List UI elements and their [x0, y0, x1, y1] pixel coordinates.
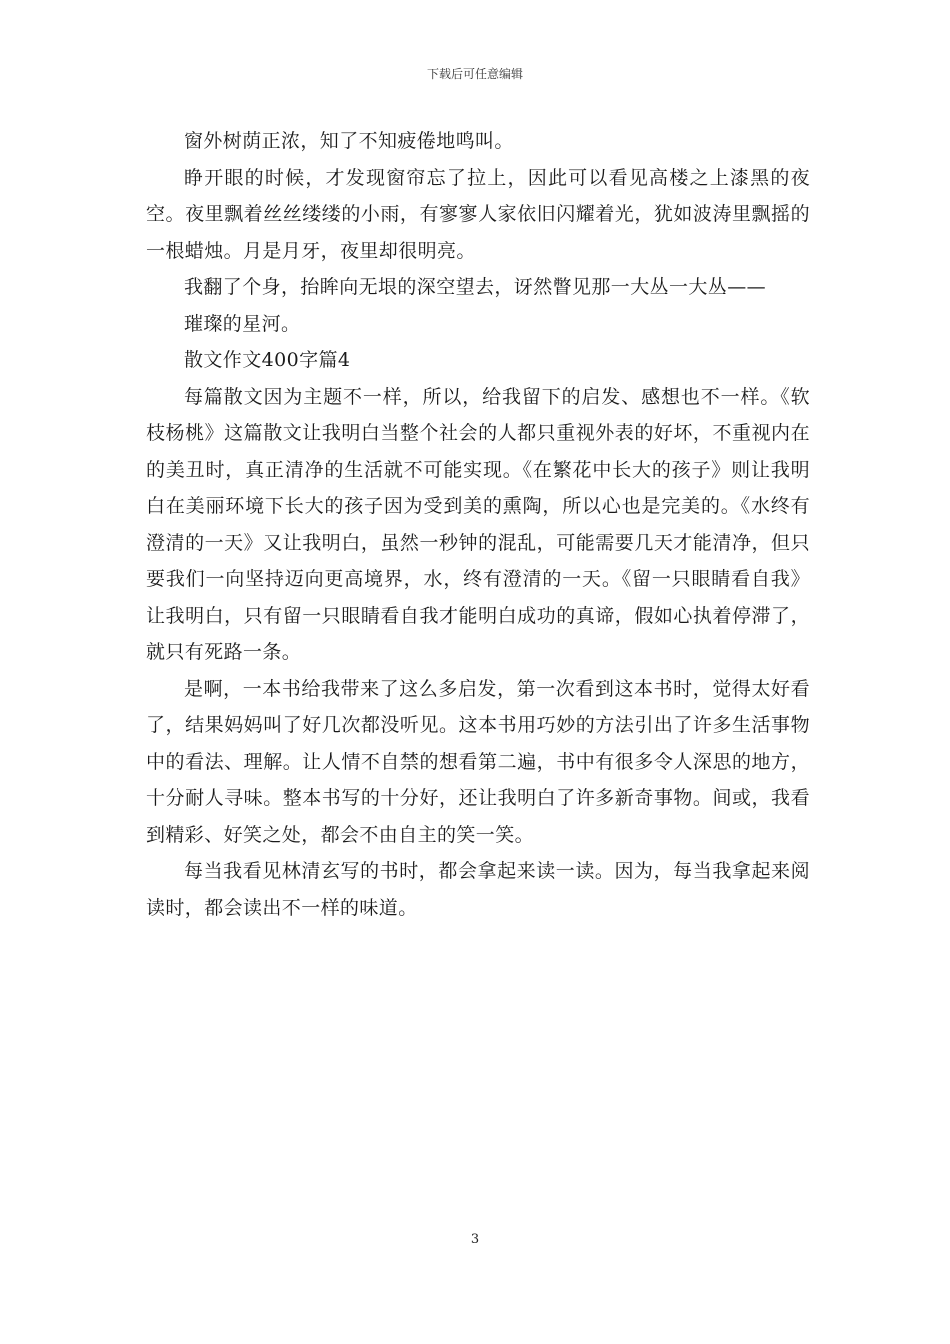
page-header: 下载后可任意编辑: [426, 67, 523, 81]
paragraph-night-sky: 睁开眼的时候，才发现窗帘忘了拉上，因此可以看见高楼之上漆黑的夜空。夜里飘着丝丝缕缕的小雨，有寥寥人家依旧闪耀着光，犹如波涛里飘摇的一根蜡烛。月是月牙，夜里却很明亮。: [146, 166, 810, 262]
document-body: [146, 123, 810, 926]
section-heading: 散文作文400字篇4: [184, 349, 351, 371]
paragraph-cicadas: 窗外树荫正浓，知了不知疲倦地鸣叫。: [184, 130, 514, 152]
paragraph-book-inspiration: 是啊，一本书给我带来了这么多启发，第一次看到这本书时，觉得太好看了，结果妈妈叫了好几次都没听见。这本书用巧妙的方法引出了许多生活事物中的看法、理解。让人情不自禁的想看第二遍，书中有很多令人深思的地方，十分耐人寻味。整本书写的十分好，还让我明白了许多新奇事物。间或，我看到精彩、好笑之处，都会不由自主的笑一笑。: [146, 677, 810, 846]
page-number: 3: [470, 1232, 480, 1247]
paragraph-lin-qingxuan: 每当我看见林清玄写的书时，都会拿起来读一读。因为，每当我拿起来阅读时，都会读出不一样的味道。: [146, 860, 810, 919]
paragraph-galaxy: 璀璨的星河。: [184, 312, 301, 335]
paragraph-turn-over: 我翻了个身，抬眸向无垠的深空望去，讶然瞥见那一大丛一大丛——: [184, 276, 767, 298]
paragraph-essays: 每篇散文因为主题不一样，所以，给我留下的启发、感想也不一样。《软枝杨桃》这篇散文让我明白当整个社会的人都只重视外表的好坏，不重视内在的美丑时，真正清净的生活就不可能实现。《在繁花中长大的孩子》则让我明白在美丽环境下长大的孩子因为受到美的熏陶，所以心也是完美的。《水终有澄清的一天》又让我明白，虽然一秒钟的混乱，可能需要几天才能清净，但只要我们一向坚持迈向更高境界，水，终有澄清的一天。《留一只眼睛看自我》让我明白，只有留一只眼睛看自我才能明白成功的真谛，假如心执着停滞了，就只有死路一条。: [146, 385, 810, 663]
